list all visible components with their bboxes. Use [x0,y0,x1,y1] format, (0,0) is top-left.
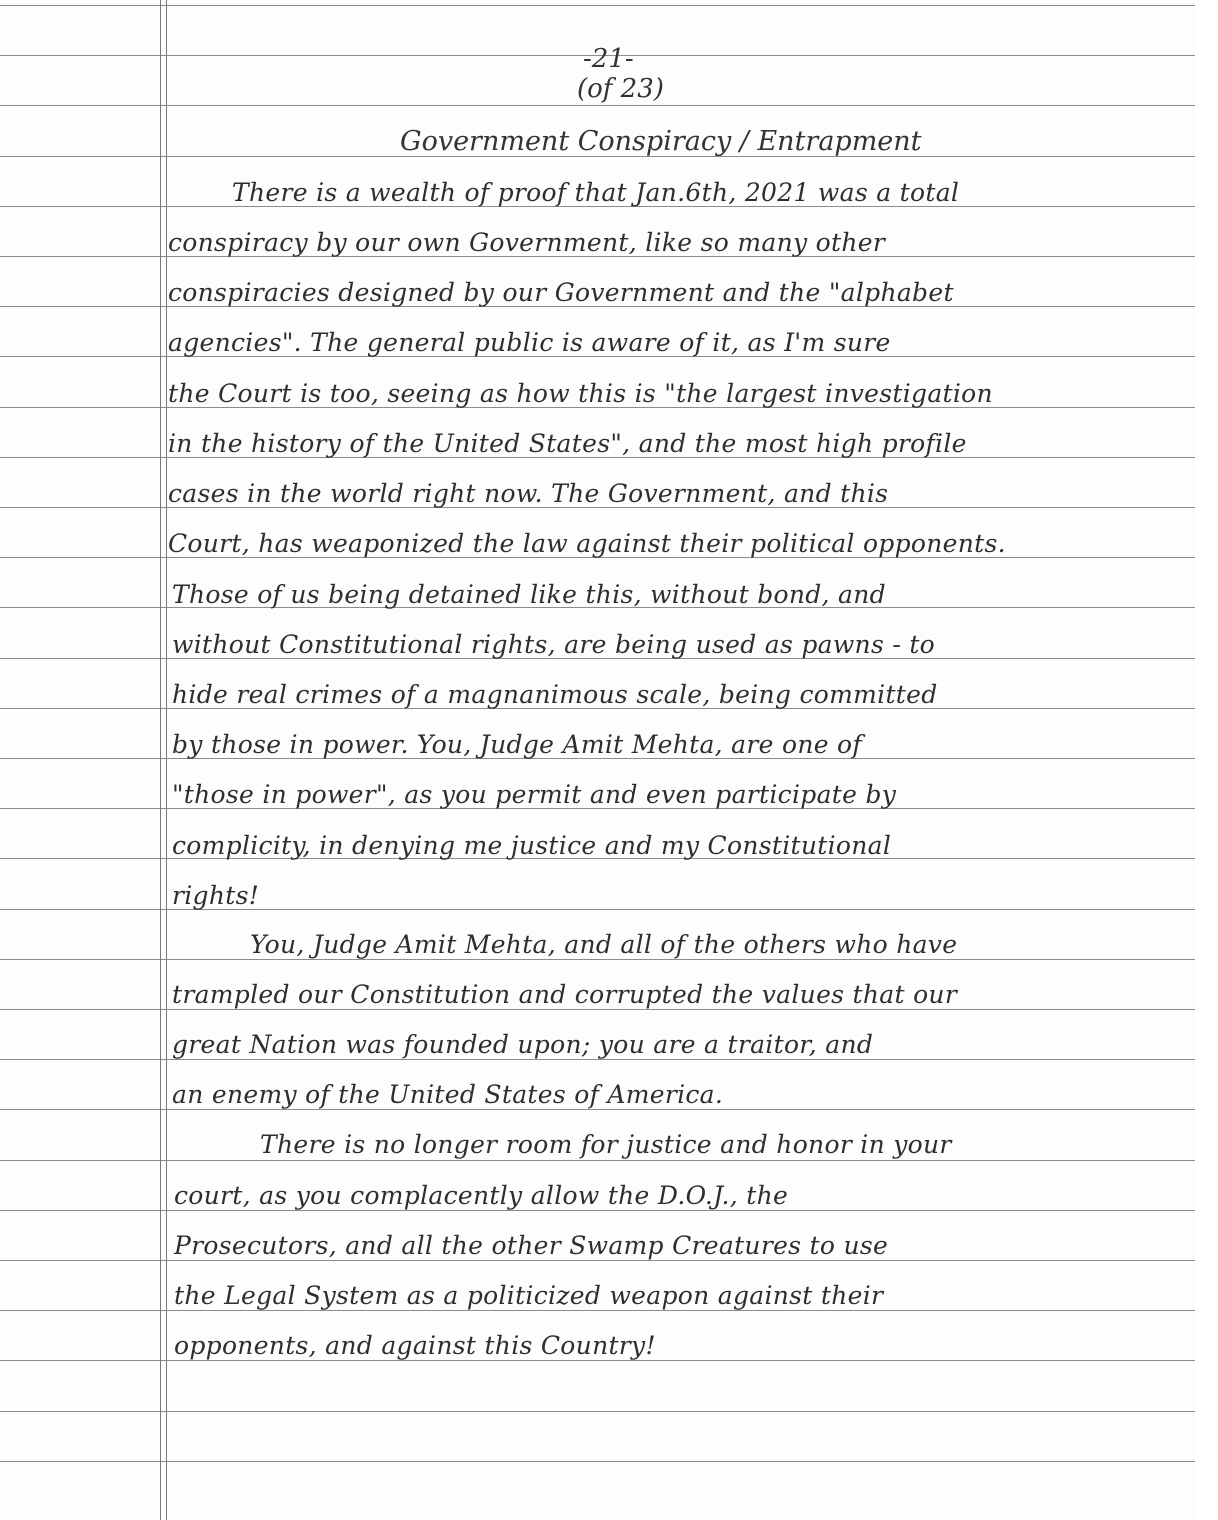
text-line: Prosecutors, and all the other Swamp Creatures to use [174,1231,889,1260]
text-line: without Constitutional rights, are being used as pawns - to [172,630,936,659]
text-line: complicity, in denying me justice and my Constitutional [172,831,892,860]
text-line: You, Judge Amit Mehta, and all of the others who have [250,930,958,959]
ruled-line [0,5,1195,6]
ruled-line [0,1210,1195,1211]
text-line: conspiracies designed by our Government and the "alphabet [168,278,954,307]
margin-line [166,0,167,1520]
text-line: the Court is too, seeing as how this is "the largest investigation [168,379,993,408]
text-line: There is no longer room for justice and honor in your [260,1130,952,1159]
text-line: There is a wealth of proof that Jan.6th, 2021 was a total [232,178,960,207]
ruled-line [0,105,1195,106]
page-total: (of 23) [577,74,664,104]
text-line: opponents, and against this Country! [174,1331,656,1360]
page-number: -21- [583,44,634,74]
text-line: court, as you complacently allow the D.O.J., the [174,1181,789,1210]
text-line: hide real crimes of a magnanimous scale, being committed [172,680,938,709]
ruled-line [0,1160,1195,1161]
ruled-line [0,1109,1195,1110]
text-line: an enemy of the United States of America. [172,1080,724,1109]
text-line: rights! [172,881,260,910]
ruled-line [0,1260,1195,1261]
text-line: "those in power", as you permit and even participate by [172,780,897,809]
text-line: Court, has weaponized the law against their political opponents. [168,529,1006,558]
page-edge [1195,0,1218,1520]
ruled-line [0,1059,1195,1060]
ruled-line [0,959,1195,960]
text-line: great Nation was founded upon; you are a traitor, and [172,1030,874,1059]
ruled-line [0,1009,1195,1010]
text-line: trampled our Constitution and corrupted the values that our [172,980,958,1009]
text-line: Those of us being detained like this, without bond, and [172,580,886,609]
text-line: in the history of the United States", and the most high profile [168,429,967,458]
ruled-line [0,1360,1195,1361]
text-line: by those in power. You, Judge Amit Mehta, are one of [172,730,862,759]
text-line: cases in the world right now. The Government, and this [168,479,889,508]
text-line: conspiracy by our own Government, like so many other [168,228,886,257]
text-line: the Legal System as a politicized weapon against their [174,1281,884,1310]
ruled-line [0,1461,1195,1462]
ruled-line [0,1310,1195,1311]
section-title: Government Conspiracy / Entrapment [400,126,922,157]
ruled-line [0,1411,1195,1412]
text-line: agencies". The general public is aware of it, as I'm sure [168,328,891,357]
margin-line [160,0,161,1520]
